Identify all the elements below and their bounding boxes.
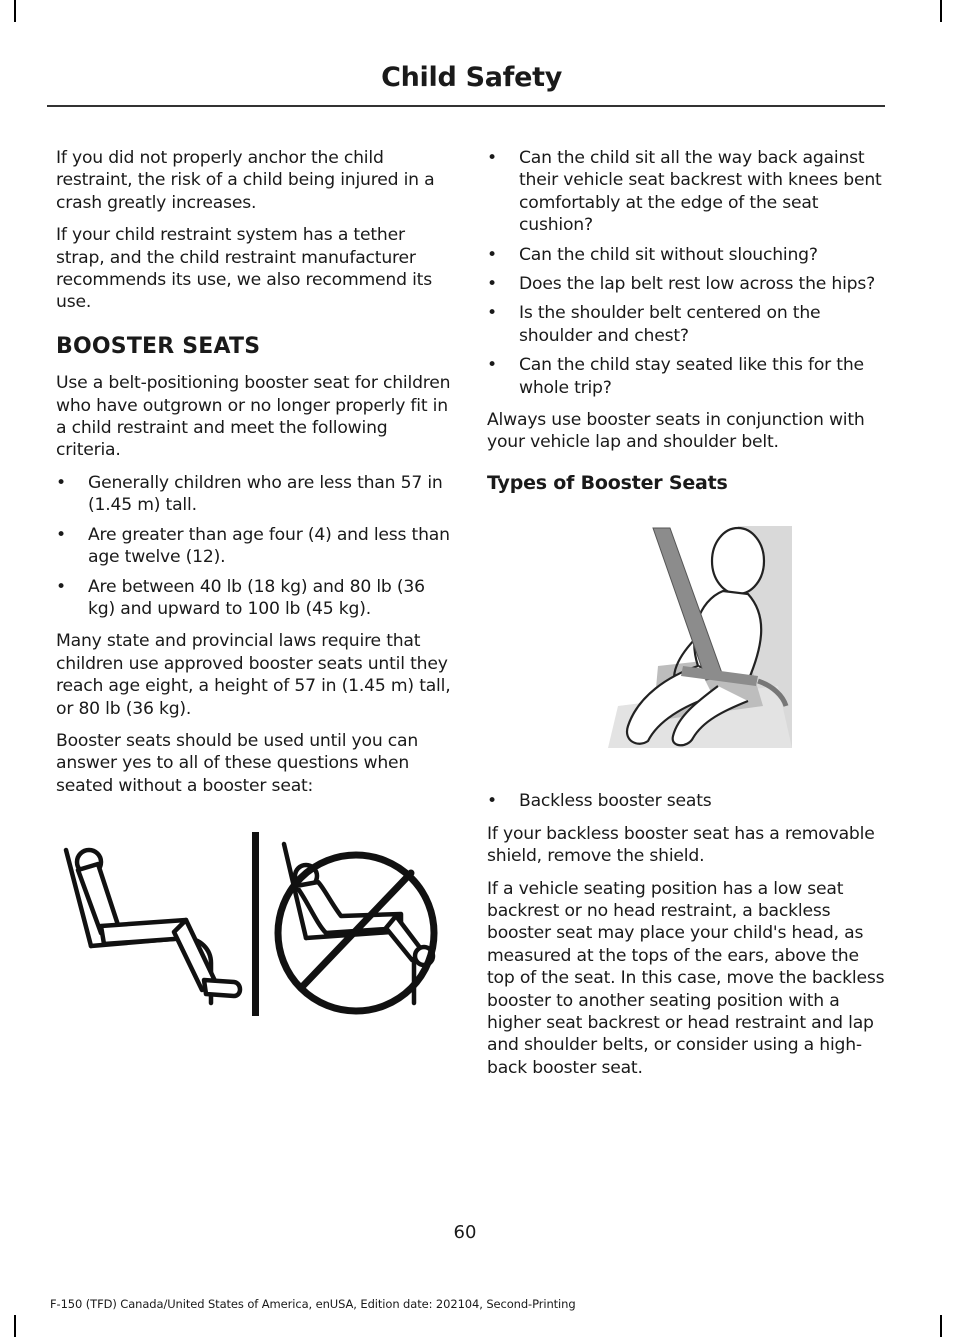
bullet: • bbox=[487, 303, 497, 324]
list-item bbox=[487, 302, 887, 347]
header-rule bbox=[47, 105, 885, 107]
bullet: • bbox=[56, 472, 66, 493]
crop-mark bbox=[940, 1315, 942, 1337]
list-item bbox=[487, 273, 887, 295]
bullet: • bbox=[56, 576, 66, 597]
crop-mark bbox=[14, 1315, 16, 1337]
bullet: • bbox=[56, 524, 66, 545]
bullet: • bbox=[487, 791, 497, 812]
list-item-text: Are greater than age four (4) and less than age twelve (12). bbox=[88, 524, 450, 568]
list-item-text: Can the child sit all the way back against their vehicle seat backrest with knees bent comfortably at the edge of the seat cushion? bbox=[519, 148, 882, 236]
list-item-text: Are between 40 lb (18 kg) and 80 lb (36 kg) and upward to 100 lb (45 kg). bbox=[88, 576, 425, 619]
list-item bbox=[56, 576, 452, 621]
bullet: • bbox=[487, 148, 497, 168]
list-item-text: Can the child sit without slouching? bbox=[519, 244, 818, 265]
criteria-list bbox=[56, 472, 452, 620]
subheading: Types of Booster Seats bbox=[487, 471, 728, 494]
list-item-text: Backless booster seats bbox=[519, 791, 712, 812]
crop-mark bbox=[14, 0, 16, 22]
backless-booster-illustration bbox=[598, 516, 792, 748]
crop-mark bbox=[940, 0, 942, 22]
paragraph: If a vehicle seating position has a low seat backrest or no head restraint, a backless booster seat may place your child's head, as measured at the tops of the ears, above the top of the seat. In this case, move the backless booster to another seating position with a higher seat backrest or head restraint and lap and shoulder belts, or consider using a high-back booster seat. bbox=[487, 878, 885, 1078]
footer-edition: F-150 (TFD) Canada/United States of America, enUSA, Edition date: 202104, Second-Printing bbox=[50, 1297, 576, 1311]
paragraph: Always use booster seats in conjunction with your vehicle lap and shoulder belt. bbox=[487, 410, 865, 453]
paragraph: If your child restraint system has a tether strap, and the child restraint manufacturer recommends its use, we also recommend its use. bbox=[56, 225, 432, 313]
list-item-text: Is the shoulder belt centered on the shoulder and chest? bbox=[519, 303, 821, 346]
paragraph: If you did not properly anchor the child restraint, the risk of a child being injured in a crash greatly increases. bbox=[56, 148, 435, 213]
questions-list bbox=[487, 147, 887, 399]
paragraph: Booster seats should be used until you can answer yes to all of these questions when seated without a booster seat: bbox=[56, 730, 419, 796]
page-title: Child Safety bbox=[381, 62, 562, 93]
paragraph: Many state and provincial laws require that children use approved booster seats until they reach age eight, a height of 57 in (1.45 m) tall, or 80 lb (36 kg). bbox=[56, 631, 451, 719]
list-item bbox=[487, 790, 887, 812]
list-item-text: Does the lap belt rest low across the hips? bbox=[519, 274, 876, 295]
list-item bbox=[487, 244, 887, 266]
left-column bbox=[56, 147, 452, 807]
bullet: • bbox=[487, 355, 497, 376]
bullet: • bbox=[487, 244, 497, 265]
list-item bbox=[487, 147, 887, 237]
bullet: • bbox=[487, 274, 497, 295]
list-item-text: Can the child stay seated like this for the whole trip? bbox=[519, 355, 864, 398]
seat-comparison-illustration bbox=[56, 828, 448, 1018]
paragraph: If your backless booster seat has a removable shield, remove the shield. bbox=[487, 823, 875, 867]
list-item-text: Generally children who are less than 57 in (1.45 m) tall. bbox=[88, 472, 443, 516]
page-number: 60 bbox=[453, 1222, 477, 1243]
types-list bbox=[487, 790, 887, 812]
list-item bbox=[56, 472, 452, 517]
list-item bbox=[487, 354, 887, 399]
paragraph: Use a belt-positioning booster seat for children who have outgrown or no longer properly fit in a child restraint and meet the following criteria. bbox=[56, 373, 451, 461]
section-heading: BOOSTER SEATS bbox=[56, 333, 261, 359]
list-item bbox=[56, 524, 452, 569]
